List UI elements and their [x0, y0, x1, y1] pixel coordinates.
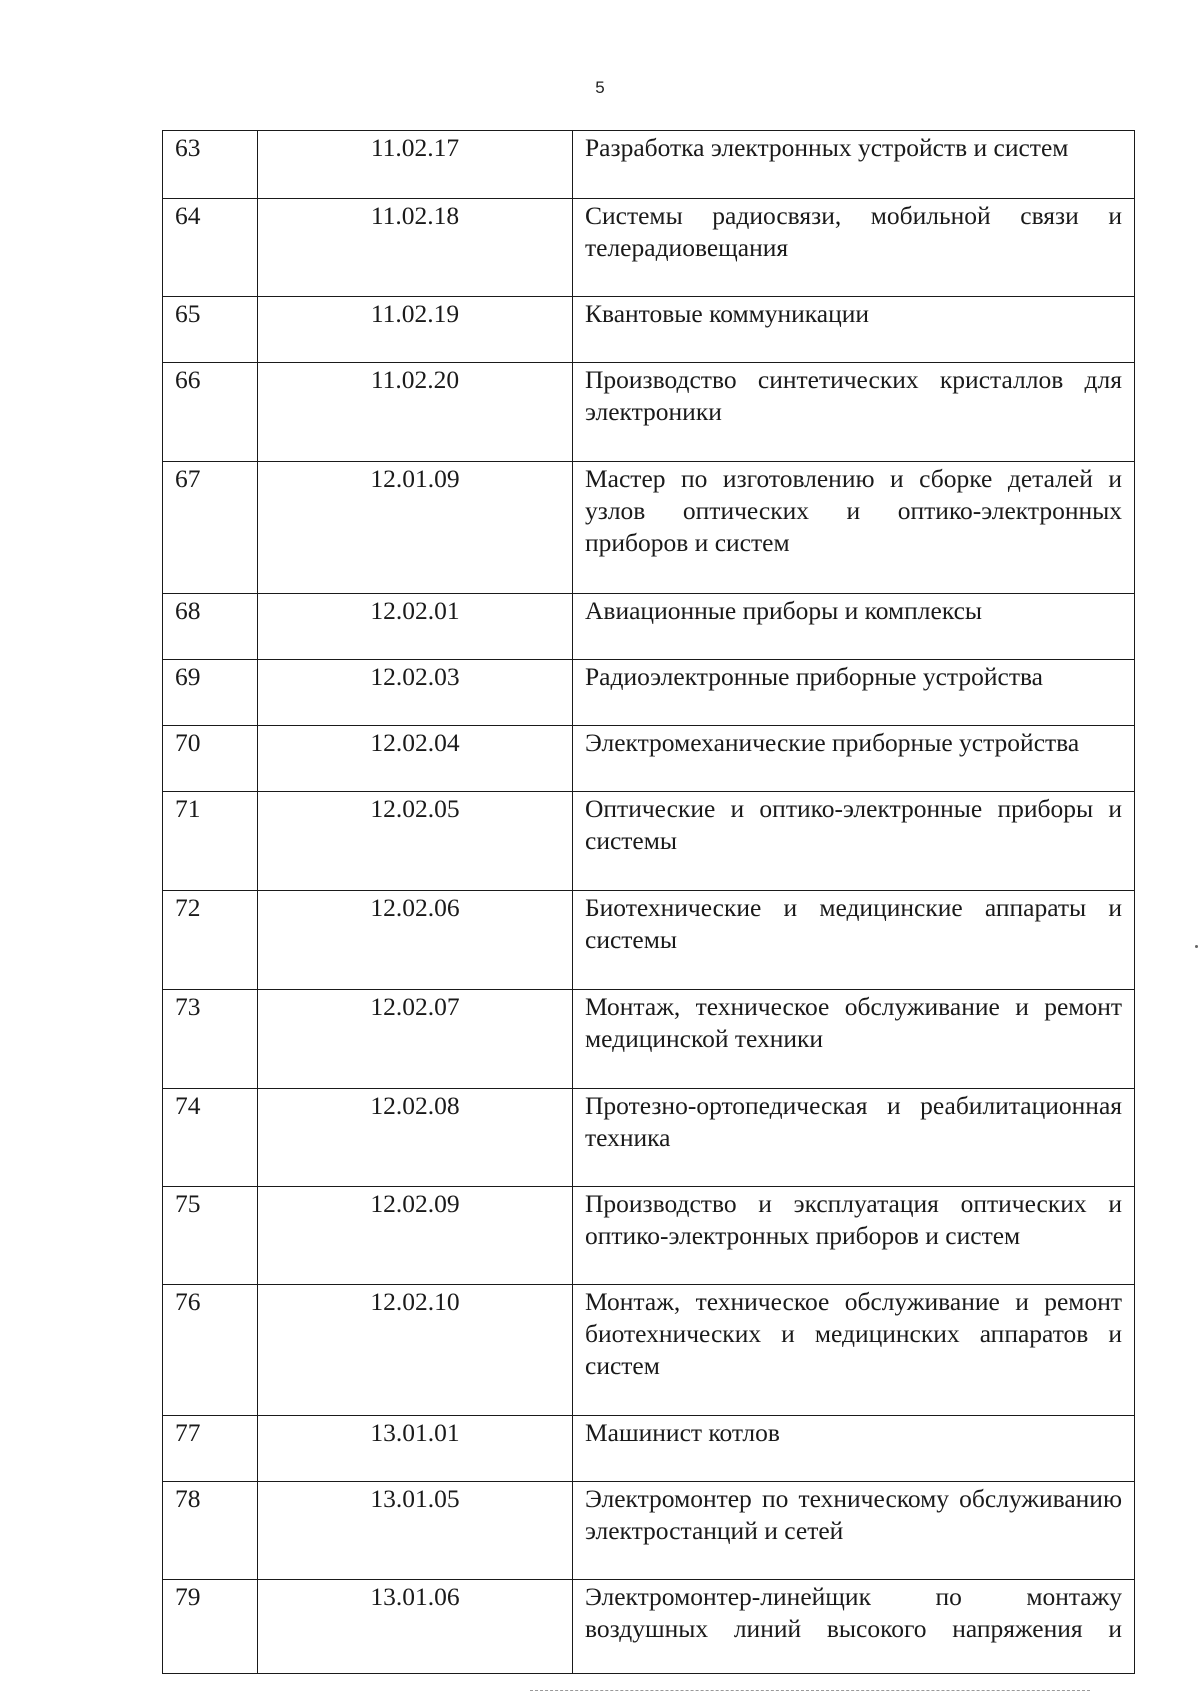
table-row [163, 594, 1135, 660]
page-number: 5 [595, 78, 605, 97]
scan-speck [1195, 945, 1198, 948]
specialty-name: Производство синтетических кристаллов для электроники [573, 363, 1135, 462]
row-number: 77 [163, 1416, 258, 1482]
specialty-name: Мастер по изготовлению и сборке деталей и узлов оптических и оптико-электронных приборов и систем [573, 462, 1135, 594]
table-row [163, 792, 1135, 891]
table-row [163, 1580, 1135, 1674]
table-row [163, 462, 1135, 594]
specialty-name: Протезно-ортопедическая и реабилитационная техника [573, 1089, 1135, 1187]
table-row [163, 1482, 1135, 1580]
table-row [163, 297, 1135, 363]
row-number: 73 [163, 990, 258, 1089]
specialty-code: 11.02.20 [258, 363, 573, 462]
specialty-name: Монтаж, техническое обслуживание и ремонт медицинской техники [573, 990, 1135, 1089]
specialty-code: 12.02.10 [258, 1285, 573, 1416]
row-number: 68 [163, 594, 258, 660]
row-number: 70 [163, 726, 258, 792]
specialty-name: Электромонтер по техническому обслуживанию электростанций и сетей [573, 1482, 1135, 1580]
table-row [163, 660, 1135, 726]
specialty-code: 12.02.06 [258, 891, 573, 990]
row-number: 67 [163, 462, 258, 594]
specialty-code: 12.02.09 [258, 1187, 573, 1285]
table-row [163, 131, 1135, 199]
table-row [163, 199, 1135, 297]
specialty-name: Монтаж, техническое обслуживание и ремонт биотехнических и медицинских аппаратов и систем [573, 1285, 1135, 1416]
table-row [163, 726, 1135, 792]
specialty-code: 12.02.08 [258, 1089, 573, 1187]
specialty-name: Электромонтер-линейщик по монтажу воздушных линий высокого напряжения и [573, 1580, 1135, 1674]
row-number: 65 [163, 297, 258, 363]
row-number: 74 [163, 1089, 258, 1187]
specialty-code: 13.01.05 [258, 1482, 573, 1580]
specialty-code: 13.01.01 [258, 1416, 573, 1482]
table-row [163, 1416, 1135, 1482]
table-row [163, 891, 1135, 990]
specialty-code: 12.02.07 [258, 990, 573, 1089]
row-number: 71 [163, 792, 258, 891]
specialty-name: Электромеханические приборные устройства [573, 726, 1135, 792]
specialty-code: 11.02.18 [258, 199, 573, 297]
specialty-code: 13.01.06 [258, 1580, 573, 1674]
specialty-code: 12.02.01 [258, 594, 573, 660]
page-bottom-edge [530, 1690, 1090, 1693]
table-row [163, 990, 1135, 1089]
specialty-code: 11.02.19 [258, 297, 573, 363]
specialty-name: Квантовые коммуникации [573, 297, 1135, 363]
row-number: 66 [163, 363, 258, 462]
row-number: 72 [163, 891, 258, 990]
specialties-table [162, 130, 1135, 1674]
table-row [163, 1089, 1135, 1187]
specialty-name: Системы радиосвязи, мобильной связи и телерадиовещания [573, 199, 1135, 297]
specialty-name: Машинист котлов [573, 1416, 1135, 1482]
specialty-name: Разработка электронных устройств и систем [573, 131, 1135, 199]
specialty-code: 12.02.03 [258, 660, 573, 726]
row-number: 63 [163, 131, 258, 199]
specialty-code: 12.02.04 [258, 726, 573, 792]
specialty-name: Биотехнические и медицинские аппараты и системы [573, 891, 1135, 990]
table-row [163, 1285, 1135, 1416]
table-row [163, 363, 1135, 462]
row-number: 79 [163, 1580, 258, 1674]
specialty-name: Оптические и оптико-электронные приборы и системы [573, 792, 1135, 891]
row-number: 69 [163, 660, 258, 726]
specialty-name: Авиационные приборы и комплексы [573, 594, 1135, 660]
specialty-name: Производство и эксплуатация оптических и оптико-электронных приборов и систем [573, 1187, 1135, 1285]
specialty-code: 12.02.05 [258, 792, 573, 891]
table-row [163, 1187, 1135, 1285]
specialty-name: Радиоэлектронные приборные устройства [573, 660, 1135, 726]
row-number: 76 [163, 1285, 258, 1416]
specialty-code: 12.01.09 [258, 462, 573, 594]
row-number: 78 [163, 1482, 258, 1580]
specialty-code: 11.02.17 [258, 131, 573, 199]
row-number: 75 [163, 1187, 258, 1285]
row-number: 64 [163, 199, 258, 297]
